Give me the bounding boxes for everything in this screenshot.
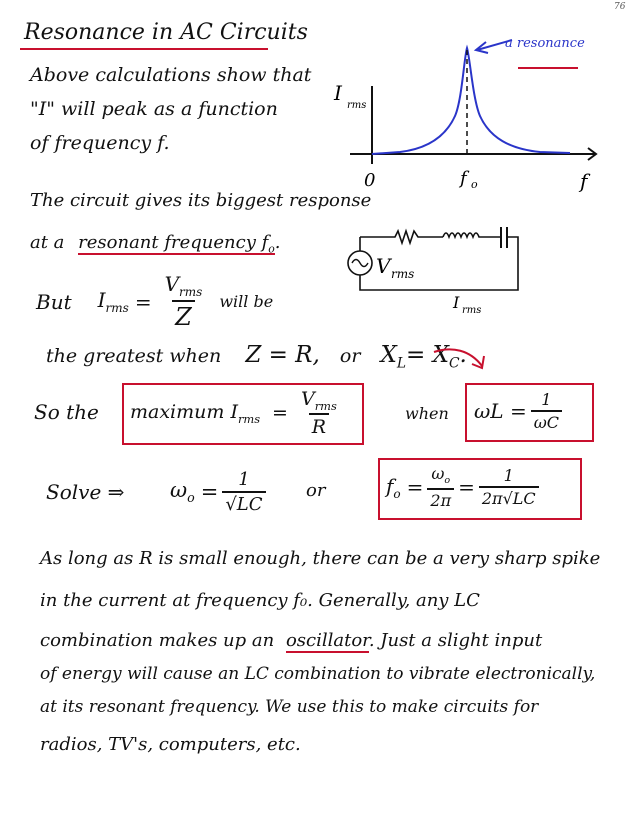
inductor-icon [443,233,501,237]
f-zero: $f_o$ [386,473,401,501]
paragraph-line-5: at its resonant frequency. We use this to make circuits for [40,697,539,717]
response-line-1: The circuit gives its biggest response [30,190,372,211]
response-line-2: at a resonant frequency $f_o$. [30,232,281,256]
f-equals-2: = [458,475,475,499]
lc-circuit-diagram [335,220,535,325]
peak-frequency-label: f [460,168,467,189]
omega-over-2pi: $\frac{\omega_o}{2\pi}$ [427,464,454,509]
y-axis-label-sub: rms [347,100,367,111]
xl-equals-xc: $X_L= X_C$. [380,342,467,372]
title-underline [20,48,268,50]
paragraph-line-3 [40,630,542,651]
circuit-current-sub: rms [462,305,482,316]
resonance-graph [330,28,630,193]
solve-text: Solve ⇒ [46,480,125,504]
greatest-condition-line [46,342,467,372]
equals-sign: = [134,289,152,314]
resonance-condition [474,388,566,434]
y-axis-label: I [334,81,342,105]
greatest-when-text: the greatest when [46,345,222,367]
circuit-current-label: I [453,293,460,312]
vrms-over-z-fraction: $\frac{V_{rms}}{Z}$ [164,272,203,331]
sine-wave-icon [352,260,368,267]
or-word: or [339,345,361,367]
source-voltage-label: V [376,254,391,278]
page-title: Resonance in AC Circuits [24,20,308,45]
resonant-frequency-equation [386,462,543,512]
resonance-curve [372,48,570,154]
annotation-text: a resonance [505,36,585,51]
but-word: But [36,289,72,314]
peak-frequency-sub: o [471,178,478,191]
will-be-text: will be [219,292,274,311]
z-equals-r: Z = R, [245,342,320,368]
solve-or-word: or [306,480,326,501]
resistor-icon [360,231,443,243]
page-number: 76 [614,2,626,12]
current-symbol: $I_{rms}$ [97,288,129,315]
intro-line-1: Above calculations show that [30,64,312,86]
oscillator-term: oscillator [285,630,369,651]
when-word: when [405,404,449,423]
x-axis-label: f [580,169,588,193]
omega-zero: $\omega_o$ [170,478,195,506]
max-equals: = [272,402,288,424]
omega-equals: = [200,480,219,504]
max-current-equation [130,389,344,437]
condition-arrow [430,344,490,374]
source-voltage-sub: rms [391,267,415,281]
origin-label: 0 [364,170,376,191]
resonant-frequency-term: resonant frequency $f_o$ [78,232,275,256]
maximum-irms: maximum $I_{rms}$ [130,400,261,426]
combination-text: combination makes up an [40,630,275,651]
response-prefix: at a [30,232,65,253]
paragraph-line-2: in the current at frequency f₀. Generally, any LC [40,590,480,611]
intro-line-3: of frequency f. [30,132,170,154]
f-equals-1: = [406,475,424,499]
but-equation [36,272,273,331]
one-over-sqrt-lc: $\frac{1}{√LC}$ [222,469,265,515]
paragraph-line-6: radios, TV's, computers, etc. [40,734,301,755]
one-over-2pi-sqrt-lc: $\frac{1}{2\pi√LC}$ [479,466,539,508]
omega-l-equals: ωL = [474,399,527,423]
so-the-text: So the [34,400,99,424]
one-over-omega-c: $\frac{1}{\omega C}$ [531,390,562,432]
slight-input-text: . Just a slight input [368,630,543,651]
vrms-over-r-fraction: $\frac{V_{rms}}{R}$ [300,387,337,439]
intro-line-2: "I" will peak as a function [30,98,278,120]
paragraph-line-4: of energy will cause an LC combination to vibrate electronically, [40,664,596,684]
omega-zero-equation [170,462,270,522]
paragraph-line-1: As long as R is small enough, there can be a very sharp spike [40,548,601,569]
